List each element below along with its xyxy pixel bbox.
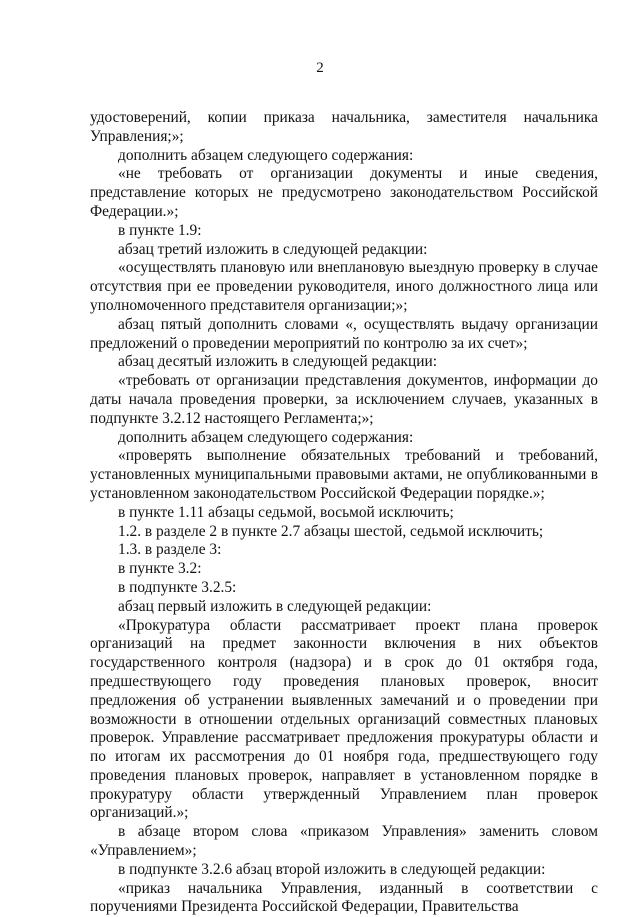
paragraph: абзац пятый дополнить словами «, осуществлять выдачу организации предложений о проведении мероприятий по контролю за их счет»; bbox=[90, 315, 598, 352]
paragraph: в пункте 1.11 абзацы седьмой, восьмой исключить; bbox=[118, 503, 454, 521]
paragraph: в пункте 1.9: bbox=[118, 221, 202, 239]
paragraph: в пункте 3.2: bbox=[118, 560, 202, 578]
paragraph: дополнить абзацем следующего содержания: bbox=[118, 146, 414, 164]
paragraph: «приказ начальника Управления, изданный в соответствии с поручениями Президента Российской Федерации, Правительства bbox=[90, 879, 598, 916]
paragraph: 1.3. в разделе 3: bbox=[118, 541, 222, 559]
paragraph: удостоверений, копии приказа начальника, заместителя начальника Управления;»; bbox=[90, 109, 598, 145]
paragraph: «осуществлять плановую или внеплановую выездную проверку в случае отсутствия при ее проведении руководителя, иного должностного лица или уполномоченного представителя организации;»; bbox=[90, 259, 598, 314]
document-body bbox=[90, 109, 598, 917]
paragraph: «проверять выполнение обязательных требований и требований, установленных муниципальными правовыми актами, не опубликованными в установленном законодательством Российской Федерации порядке.»; bbox=[90, 447, 598, 502]
paragraph: абзац первый изложить в следующей редакции: bbox=[118, 597, 432, 615]
paragraph: «Прокуратура области рассматривает проект плана проверок организаций на предмет законности включения в них объектов государственного контроля (надзора) и в срок до 01 октября года, предшествующего году проведения плановых проверок, вносит предложения об устранении выявленных замечаний и о проведении при возможности в отношении отдельных организаций совместных плановых проверок. Управление рассматривает предложения прокуратуры области и по итогам их рассмотрения до 01 ноября года, предшествующего году проведения плановых проверок, направляет в установленном порядке в прокуратуру области утвержденный Управлением план проверок организаций.»; bbox=[90, 616, 598, 822]
paragraph: «не требовать от организации документы и иные сведения, представление которых не предусмотрено законодательством Российской Федерации.»; bbox=[90, 165, 598, 220]
paragraph: 1.2. в разделе 2 в пункте 2.7 абзацы шестой, седьмой исключить; bbox=[118, 522, 544, 540]
paragraph: «требовать от организации представления документов, информации до даты начала проведения проверки, за исключением случаев, указанных в подпункте 3.2.12 настоящего Регламента;»; bbox=[90, 372, 598, 427]
paragraph: в подпункте 3.2.5: bbox=[118, 578, 237, 596]
paragraph: в подпункте 3.2.6 абзац второй изложить в следующей редакции: bbox=[118, 860, 546, 878]
paragraph: дополнить абзацем следующего содержания: bbox=[118, 428, 414, 446]
paragraph: абзац десятый изложить в следующей редакции: bbox=[118, 353, 438, 371]
paragraph: абзац третий изложить в следующей редакции: bbox=[118, 240, 428, 258]
page-number: 2 bbox=[316, 60, 324, 76]
paragraph: в абзаце втором слова «приказом Управления» заменить словом «Управлением»; bbox=[90, 823, 598, 860]
